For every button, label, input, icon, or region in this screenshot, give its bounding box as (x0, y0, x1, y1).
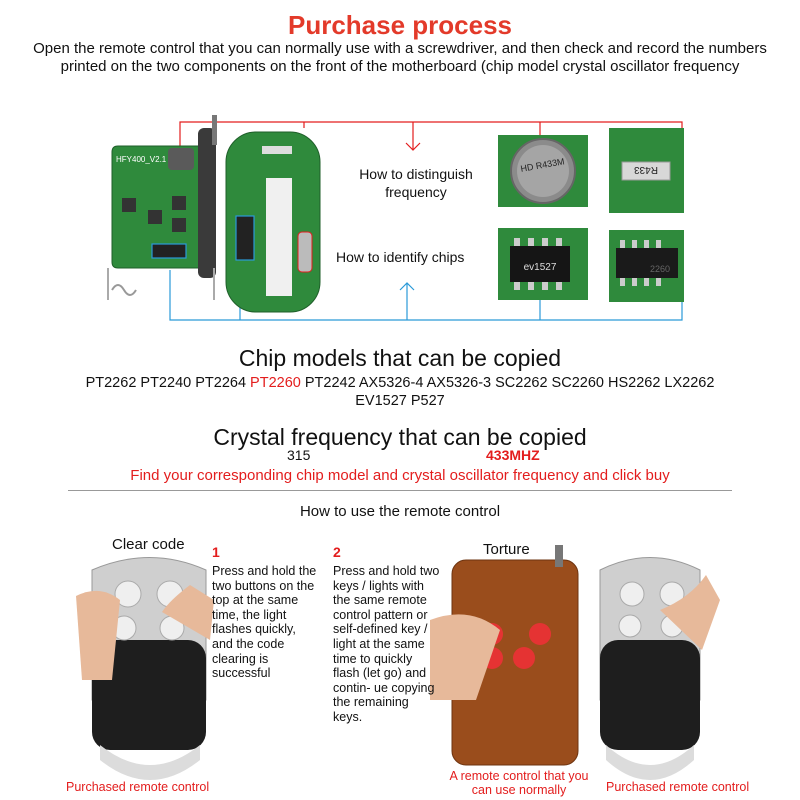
frequency-315: 315 (287, 447, 311, 463)
frequency-433: 433MHZ (486, 447, 540, 463)
board-label: HFY400_V2.1 (116, 155, 167, 164)
step-2-text: Press and hold two keys / lights with the same remote control pattern or self-defined key / light at the same time to quickly flash (let go) and contin- ue copying the remaining keys. (333, 564, 440, 724)
chip-model-highlight: PT2260 (250, 375, 301, 391)
remote-middle (430, 545, 578, 765)
caption-working-remote: A remote control that you can use normally (449, 769, 589, 797)
page-title: Purchase process (287, 10, 512, 40)
clear-code-label: Clear code (112, 536, 185, 553)
identify-chips-label: How to identify chips (336, 249, 465, 265)
chip-marking-2: 2260 (649, 264, 671, 274)
chip-models-list (60, 374, 740, 410)
chip-models-heading: Chip models that can be copied (238, 345, 562, 371)
caption-purchased-left: Purchased remote control (66, 780, 210, 794)
remote-left (76, 558, 214, 781)
chip-models-before: PT2262 PT2240 PT2264 (85, 375, 251, 391)
crystal-marking-1: HD R433M (519, 156, 566, 174)
step-1-number: 1 (212, 544, 220, 560)
step-2-number: 2 (333, 544, 341, 560)
pcb-right (226, 132, 320, 312)
buy-instruction: Find your corresponding chip model and crystal oscillator frequency and click buy (130, 467, 670, 484)
remote-right (600, 558, 720, 781)
chip-models-after: PT2242 AX5326-4 AX5326-3 SC2262 SC2260 HS2262 LX2262 EV1527 P527 (300, 375, 715, 409)
chip-marking-1: ev1527 (523, 262, 557, 273)
crystal-photo-1 (498, 135, 588, 207)
crystal-heading: Crystal frequency that can be copied (213, 424, 587, 450)
caption-purchased-right: Purchased remote control (606, 780, 750, 794)
divider (68, 490, 732, 491)
intro-text: Open the remote control that you can normally use with a screwdriver, and then check and record the numbers printed on the two components on the front of the motherboard (chip model crystal oscillator frequency (33, 40, 767, 75)
step-1-text: Press and hold the two buttons on the top at the same time, the light flashes quickly, and the code clearing is successful (212, 564, 317, 681)
usage-heading: How to use the remote control (299, 503, 501, 520)
distinguish-frequency-label: How to distinguish frequency (359, 166, 473, 200)
torture-label: Torture (483, 541, 530, 558)
chip-photo-2 (609, 230, 684, 302)
crystal-marking-2: R433 (634, 164, 658, 175)
pcb-left (108, 115, 217, 300)
